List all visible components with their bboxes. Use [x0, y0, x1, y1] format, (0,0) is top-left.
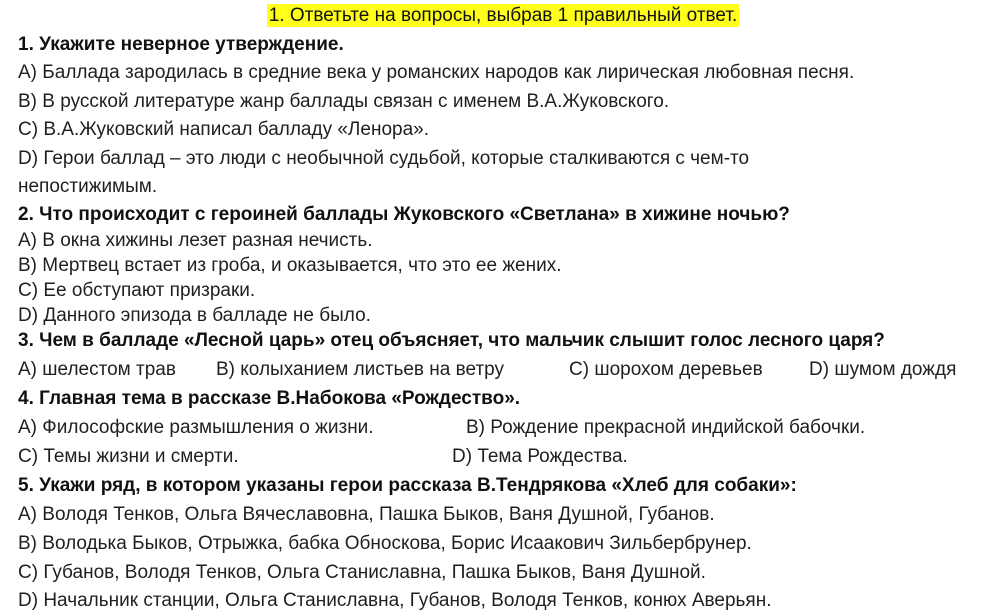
question-5-option-a: A) Володя Тенков, Ольга Вячеславовна, Пашка Быков, Ваня Душной, Губанов.: [18, 504, 715, 525]
question-4-option-b: B) Рождение прекрасной индийской бабочки.: [466, 417, 866, 438]
question-4-option-d: D) Тема Рождества.: [452, 446, 628, 467]
question-1-option-a: A) Баллада зародилась в средние века у романских народов как лирическая любовная песня.: [18, 62, 855, 83]
question-1-text: 1. Укажите неверное утверждение.: [18, 34, 344, 55]
question-2-text: 2. Что происходит с героиней баллады Жуковского «Светлана» в хижине ночью?: [18, 204, 790, 225]
question-4-options-row-1: [0, 416, 1006, 440]
question-5-option-d: D) Начальник станции, Ольга Станиславна, Губанов, Володя Тенков, конюх Аверьян.: [18, 590, 772, 611]
question-1-option-b: B) В русской литературе жанр баллады связан с именем В.А.Жуковского.: [18, 91, 670, 112]
question-2-option-b: B) Мертвец встает из гроба, и оказывается, что это ее жених.: [18, 255, 562, 276]
question-3-option-d: D) шумом дождя: [809, 359, 957, 380]
question-5-text: 5. Укажи ряд, в котором указаны герои рассказа В.Тендрякова «Хлеб для собаки»:: [18, 475, 797, 496]
question-3-text: 3. Чем в балладе «Лесной царь» отец объясняет, что мальчик слышит голос лесного царя?: [18, 330, 885, 351]
question-2-option-c: C) Ее обступают призраки.: [18, 280, 256, 301]
question-1-option-d-continuation: непостижимым.: [18, 176, 158, 197]
question-5-option-b: B) Володька Быков, Отрыжка, бабка Обноскова, Борис Исаакович Зильбербрунер.: [18, 533, 752, 554]
question-2-option-a: A) В окна хижины лезет разная нечисть.: [18, 230, 373, 251]
question-2-option-d: D) Данного эпизода в балладе не было.: [18, 305, 371, 326]
question-3-option-b: B) колыханием листьев на ветру: [216, 359, 505, 380]
question-3-options-row: [0, 358, 1006, 382]
question-4-options-row-2: [0, 445, 1006, 469]
page-title: 1. Ответьте на вопросы, выбрав 1 правильный ответ.: [268, 5, 738, 26]
question-5-option-c: C) Губанов, Володя Тенков, Ольга Станиславна, Пашка Быков, Ваня Душной.: [18, 562, 706, 583]
title-container: [0, 4, 1006, 27]
question-3-option-a: A) шелестом трав: [18, 359, 176, 380]
question-1-option-c: C) В.А.Жуковский написал балладу «Ленора».: [18, 119, 430, 140]
question-4-text: 4. Главная тема в рассказе В.Набокова «Рождество».: [18, 388, 521, 409]
question-4-option-a: A) Философские размышления о жизни.: [18, 417, 374, 438]
question-1-option-d: D) Герои баллад – это люди с необычной судьбой, которые сталкиваются с чем-то: [18, 148, 750, 169]
question-4-option-c: C) Темы жизни и смерти.: [18, 446, 239, 467]
question-3-option-c: C) шорохом деревьев: [569, 359, 763, 380]
